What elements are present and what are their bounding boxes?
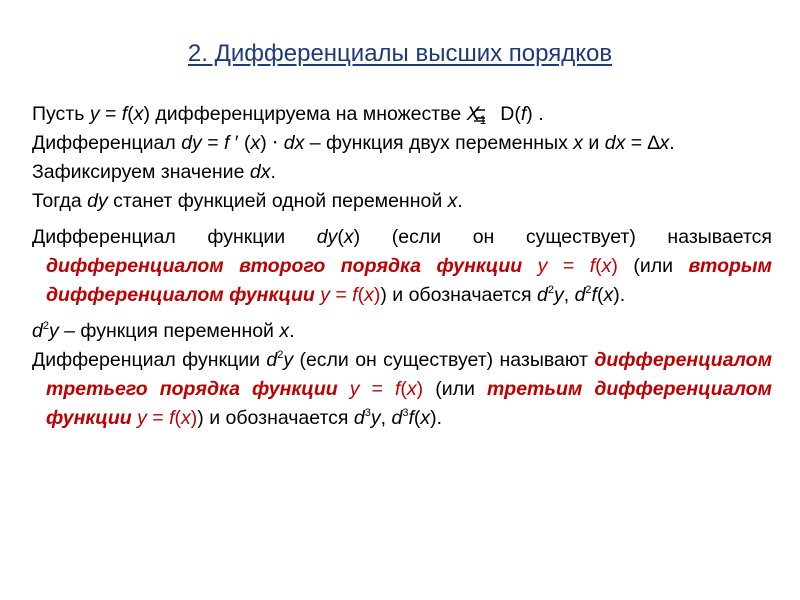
math-var: f [520,103,527,125]
math-var: x [406,378,417,400]
text-run: = [329,284,353,306]
highlighted-term: дифференциалом второго порядка функции [46,255,523,277]
text-run: – функция переменной [58,320,280,342]
math-var: x [573,132,583,154]
text-run: D( [500,103,521,125]
math-var: dx [604,132,626,154]
paragraph-gap [32,310,772,317]
superscript: 3 [402,407,409,419]
subscript: 1 [479,113,487,127]
math-var: x [279,320,290,342]
math-var: y [48,320,59,342]
math-var: d [32,320,43,342]
text-run: станет функцией одной переменной [107,190,448,212]
text-run: ( [357,284,365,306]
math-var: x [601,255,612,277]
slide-body [32,100,772,433]
highlighted-term: третьим дифференциалом функции [46,378,772,429]
paragraph-gap [32,216,772,223]
text-run: (если он существует) называют [293,349,595,371]
text-run: Пусть [32,103,90,125]
math-var: f [121,103,128,125]
text-run: ) [416,378,424,400]
paragraph-third-differential [32,346,772,433]
text-run: ′ ( [229,132,251,154]
text-run: ) и обозначается [380,284,537,306]
math-var: dy [87,190,108,212]
text-run: ). [613,284,626,306]
text-run: = [99,103,122,125]
highlighted-term: вторым дифференциалом функции [46,255,772,306]
math-var: x [447,190,458,212]
text-run: . [669,132,675,154]
text-run: = [359,378,395,400]
text-run: = [146,407,170,429]
math-var: x [181,407,191,429]
superscript: 2 [277,349,284,361]
text-run: ) дифференцируема на множестве [143,103,467,125]
math-var: d [391,407,403,429]
text-run: Дифференциал функции [32,226,317,248]
math-var: dx [283,132,305,154]
paragraph-first-differential [32,129,772,158]
math-var: x [420,407,431,429]
text-run: Тогда [32,190,88,212]
math-var: dx [249,161,271,183]
text-run: ( [413,407,421,429]
math-var: y [283,349,294,371]
math-var: X [466,103,480,125]
math-var: x [659,132,670,154]
text-run: – функция двух переменных [304,132,574,154]
superscript: 2 [585,284,592,296]
text-run: . [457,190,463,212]
text-run: и [583,132,605,154]
text-run: ( [400,378,407,400]
paragraph-d2y-function [32,317,772,346]
text-run: = [201,132,225,154]
math-var: f [169,407,175,429]
text-run: ( [127,103,134,125]
math-var: f [591,284,597,306]
superscript: 2 [547,284,554,296]
text-run: ). [430,407,443,429]
math-var: dy [181,132,202,154]
text-run: (или [423,378,487,400]
math-var: y [89,103,100,125]
math-var: d [266,349,278,371]
text-run: (или [617,255,689,277]
math-var: y [370,407,381,429]
math-var: f [395,378,401,400]
math-var: f [408,407,414,429]
text-run: ) (если он существует) называется [353,226,772,248]
text-run: ) [373,284,381,306]
text-run: ( [596,284,604,306]
math-var: f [589,255,596,277]
text-run: ) ⋅ [260,132,284,154]
paragraph-second-differential [32,223,772,310]
text-run [522,255,537,277]
highlighted-term: дифференциалом третьего порядка функции [46,349,772,400]
text-run: , [380,407,392,429]
subset-eq-icon [486,103,500,119]
paragraph-dy-function [32,187,772,216]
math-var: x [364,284,374,306]
math-var: y [349,378,360,400]
text-run: ( [337,226,344,248]
math-var: x [250,132,261,154]
math-var: y [553,284,564,306]
math-var: x [603,284,614,306]
text-run: . [289,320,295,342]
text-run [338,378,350,400]
text-run: = ∆ [625,132,660,154]
paragraph-definition-differentiable [32,100,772,129]
math-var: y [320,284,330,306]
text-run: ) [190,407,198,429]
math-var: d [574,284,586,306]
superscript: 3 [364,407,371,419]
text-run: , [563,284,575,306]
text-run: ) и обозначается [197,407,354,429]
text-run: = [547,255,590,277]
math-var: y [537,255,548,277]
text-run: ( [174,407,182,429]
text-run: ) . [526,103,544,125]
math-var: x [343,226,354,248]
text-run: ) [611,255,618,277]
math-var: x [133,103,144,125]
math-var: d [536,284,548,306]
text-run: Дифференциал функции [32,349,267,371]
text-run: Зафиксируем значение [32,161,250,183]
math-var: f [224,132,230,154]
math-var: f [352,284,358,306]
text-run: . [270,161,276,183]
slide-title: 2. Дифференциалы высших порядков [187,40,613,67]
math-var: y [137,407,147,429]
text-run: ( [595,255,602,277]
superscript: 2 [42,320,49,332]
math-var: d [353,407,365,429]
paragraph-fix-dx [32,158,772,187]
math-var: dy [316,226,338,248]
text-run: Дифференциал [32,132,182,154]
